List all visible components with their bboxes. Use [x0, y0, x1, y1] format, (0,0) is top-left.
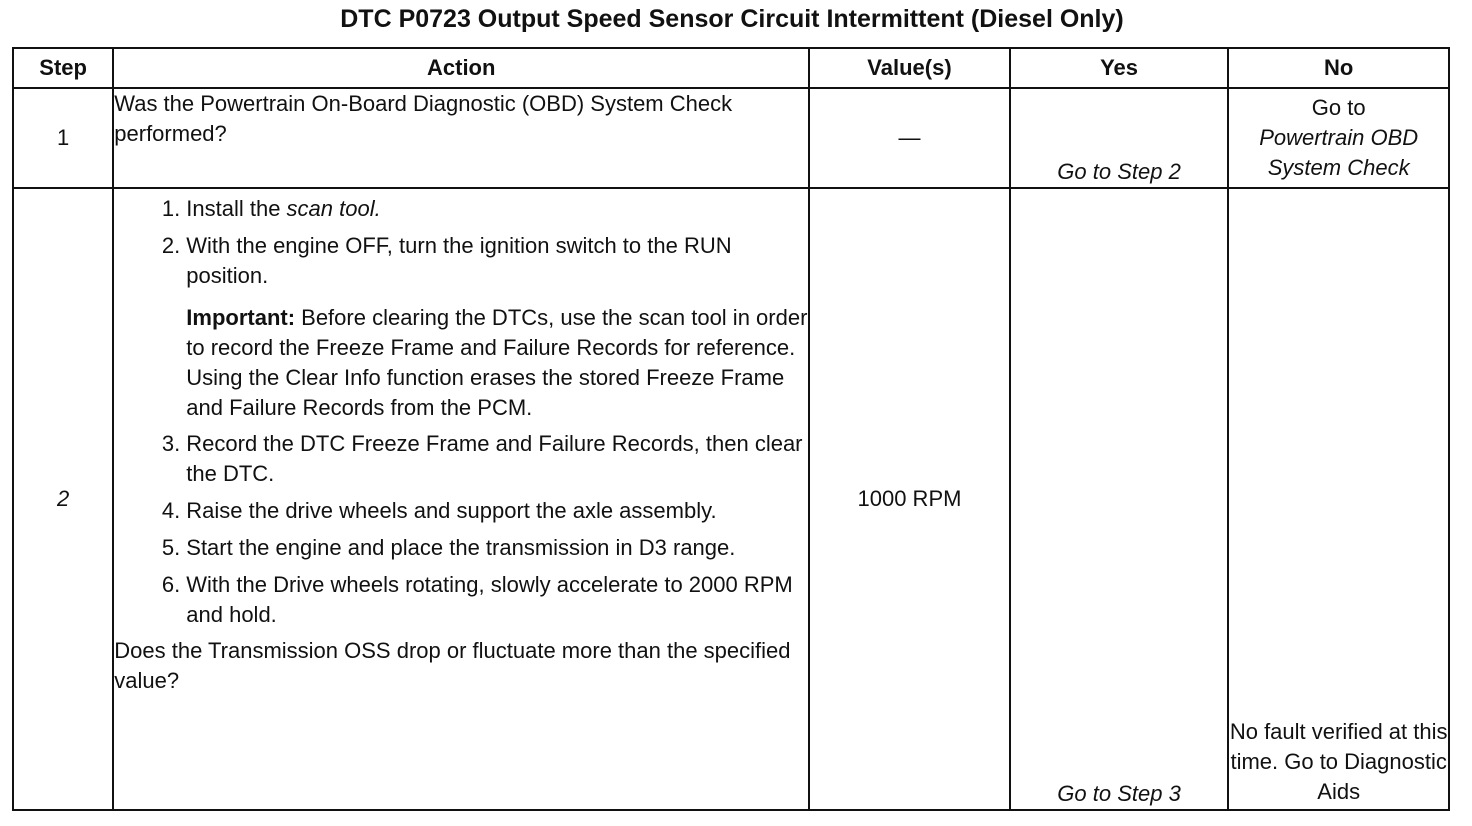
item-text: With the engine OFF, turn the ignition switch to the RUN position. [186, 233, 732, 288]
action-text [113, 188, 809, 810]
value-cell: — [809, 88, 1010, 188]
important-note [180, 303, 808, 423]
item-text: Record the DTC Freeze Frame and Failure Records, then clear the DTC. [186, 431, 803, 486]
list-item [114, 429, 808, 489]
item-number: 4. [161, 498, 181, 523]
list-item [114, 231, 808, 291]
header-yes: Yes [1010, 48, 1229, 88]
list-item [114, 570, 808, 630]
header-values: Value(s) [809, 48, 1010, 88]
table-header-row [13, 48, 1449, 88]
list-item [114, 194, 808, 224]
table-row [13, 188, 1449, 810]
yes-link[interactable]: Go to Step 3 [1010, 188, 1229, 810]
item-number: 3. [161, 431, 181, 456]
item-text: With the Drive wheels rotating, slowly accelerate to 2000 RPM and hold. [186, 572, 793, 627]
list-item [114, 533, 808, 563]
no-cell [1228, 88, 1449, 188]
item-text: Raise the drive wheels and support the axle assembly. [186, 498, 717, 523]
diagnostic-table [12, 47, 1450, 811]
no-link[interactable]: Powertrain OBD System Check [1259, 125, 1419, 180]
item-number: 1. [161, 196, 181, 221]
item-italic: scan tool. [286, 196, 381, 221]
header-step: Step [13, 48, 113, 88]
action-question: Was the Powertrain On-Board Diagnostic (OBD) System Check performed? [114, 91, 733, 146]
yes-link[interactable]: Go to Step 2 [1010, 88, 1229, 188]
header-no: No [1228, 48, 1449, 88]
step-number: 1 [13, 88, 113, 188]
action-text [113, 88, 809, 188]
action-steps-continued [114, 429, 808, 630]
value-cell: 1000 RPM [809, 188, 1010, 810]
item-text: Install the [186, 196, 287, 221]
no-prefix: Go to [1311, 95, 1366, 120]
no-cell[interactable]: No fault verified at this time. Go to Diagnostic Aids [1228, 188, 1449, 810]
important-label: Important: [186, 305, 296, 330]
step-number: 2 [13, 188, 113, 810]
page-title: DTC P0723 Output Speed Sensor Circuit Intermittent (Diesel Only) [340, 5, 1124, 33]
item-number: 5. [161, 535, 181, 560]
action-steps [114, 194, 808, 291]
header-action: Action [113, 48, 809, 88]
item-number: 2. [161, 233, 181, 258]
action-question: Does the Transmission OSS drop or fluctuate more than the specified value? [114, 638, 791, 693]
important-text: Before clearing the DTCs, use the scan tool in order to record the Freeze Frame and Failure Records for reference. Using the Clear Info function erases the stored Freeze Frame and Failure Records from the PCM. [186, 305, 808, 420]
table-row [13, 88, 1449, 188]
list-item [114, 496, 808, 526]
item-number: 6. [161, 572, 181, 597]
item-text: Start the engine and place the transmission in D3 range. [186, 535, 736, 560]
